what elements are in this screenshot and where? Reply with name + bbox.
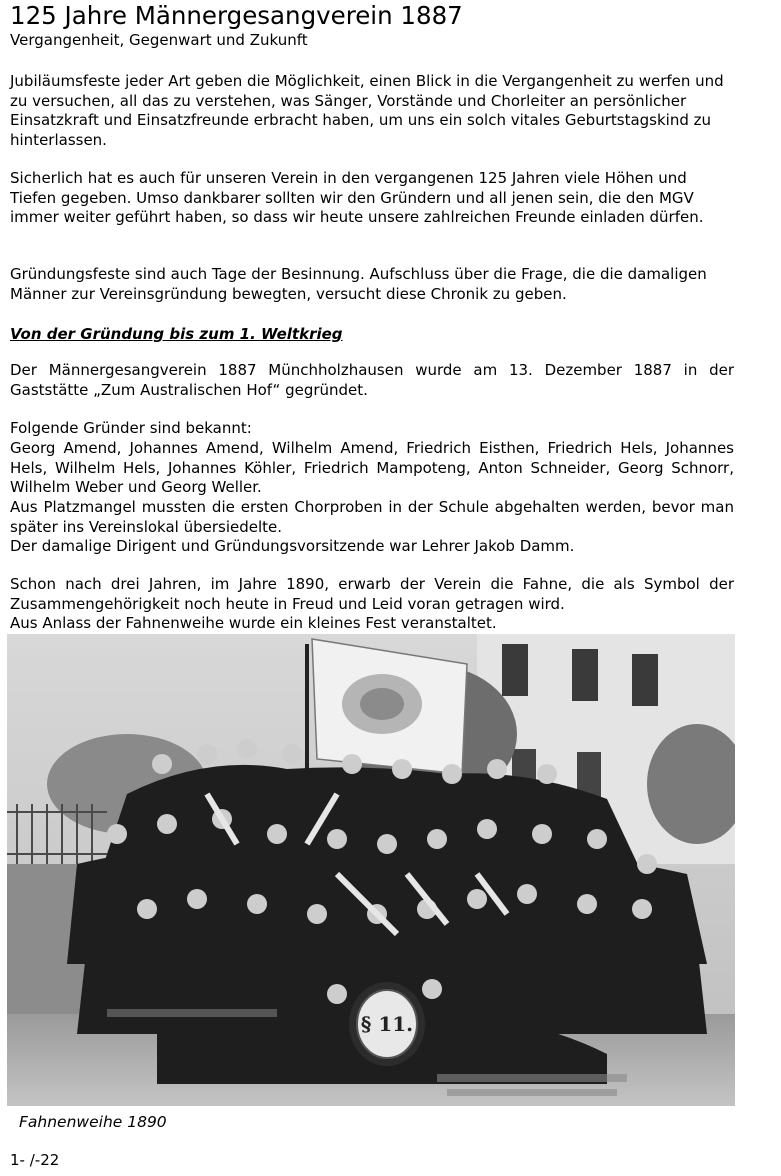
photo-caption: Fahnenweihe 1890 <box>19 1113 167 1131</box>
founding-paragraph: Der Männergesangverein 1887 Münchholzhausen wurde am 13. Dezember 1887 in der Gaststätte „Zum Australischen Hof“ gegründet. <box>10 361 734 399</box>
page-title: 125 Jahre Männergesangverein 1887 <box>10 1 463 30</box>
section-heading: Von der Gründung bis zum 1. Weltkrieg <box>10 325 343 343</box>
intro-paragraph-3: Gründungsfeste sind auch Tage der Besinnung. Aufschluss über die Frage, die die damaligen Männer zur Vereinsgründung bewegten, versucht diese Chronik zu geben. <box>10 265 707 303</box>
festival-paragraph: Aus Anlass der Fahnenweihe wurde ein kleines Fest veranstaltet. <box>10 614 497 632</box>
founders-intro: Folgende Gründer sind bekannt: <box>10 419 252 437</box>
flag-paragraph: Schon nach drei Jahren, im Jahre 1890, erwarb der Verein die Fahne, die als Symbol der Zusammengehörigkeit noch heute in Freud und Leid voran getragen wird. <box>10 575 734 613</box>
conductor-paragraph: Der damalige Dirigent und Gründungsvorsitzende war Lehrer Jakob Damm. <box>10 537 575 555</box>
founders-names: Georg Amend, Johannes Amend, Wilhelm Amend, Friedrich Eisthen, Friedrich Hels, Johannes Hels, Wilhelm Hels, Johannes Köhler, Friedrich Mampoteng, Anton Schneider, Georg Schnorr, Wilhelm Weber und Georg Weller. <box>10 439 734 496</box>
historical-group-photo <box>7 634 735 1106</box>
page-subtitle: Vergangenheit, Gegenwart und Zukunft <box>10 31 308 49</box>
rehearsal-paragraph: Aus Platzmangel mussten die ersten Chorproben in der Schule abgehalten werden, bevor man später ins Vereinslokal übersiedelte. <box>10 498 734 536</box>
intro-paragraph-1: Jubiläumsfeste jeder Art geben die Möglichkeit, einen Blick in die Vergangenheit zu werfen und zu versuchen, all das zu verstehen, was Sänger, Vorstände und Chorleiter an persönlicher Einsatzkraft und Einsatzfreunde erbracht haben, um uns ein solch vitales Geburtstagskind zu hinterlassen. <box>10 72 724 149</box>
page-number: 1- /-22 <box>10 1151 60 1169</box>
barrel-label: § 11. <box>360 1012 414 1036</box>
barrel <box>349 982 425 1066</box>
intro-paragraph-2: Sicherlich hat es auch für unseren Verein in den vergangenen 125 Jahren viele Höhen und Tiefen gegeben. Umso dankbarer sollten wir den Gründern und all jenen sein, die den MGV immer weiter geführt haben, so dass wir heute unsere zahlreichen Freunde einladen dürfen. <box>10 169 704 226</box>
